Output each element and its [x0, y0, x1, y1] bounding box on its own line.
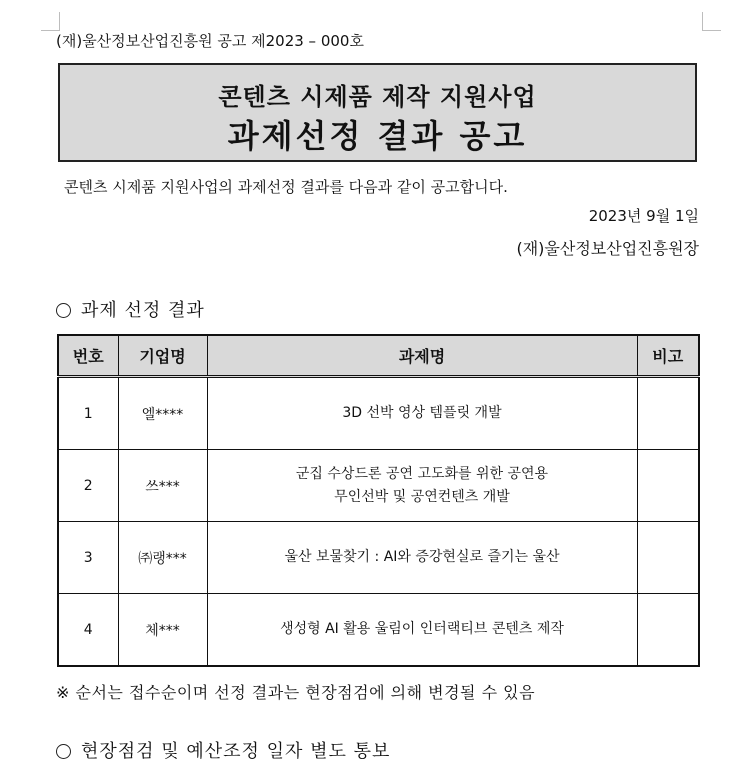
row-number: 2: [58, 450, 118, 522]
circle-bullet-icon: [56, 744, 71, 759]
table-row: [58, 377, 699, 450]
row-number: 3: [58, 522, 118, 594]
project-name: 3D 선박 영상 템플릿 개발: [207, 377, 637, 450]
project-name: 울산 보물찾기 : AI와 증강현실로 즐기는 울산: [207, 522, 637, 594]
page-corner-mark-left: [41, 12, 60, 31]
company-name: 쓰***: [118, 450, 207, 522]
page-corner-mark-right: [702, 12, 721, 31]
company-name: 체***: [118, 594, 207, 667]
project-name-line-2: 무인선박 및 공연컨텐츠 개발: [334, 488, 510, 505]
project-name-line-1: 군집 수상드론 공연 고도화를 위한 공연용: [295, 465, 549, 482]
section-heading-inspection: [56, 737, 390, 763]
header-project: 과제명: [207, 335, 637, 377]
project-name: [207, 450, 637, 522]
notice-date: 2023년 9월 1일: [588, 207, 699, 225]
remarks-cell: [637, 594, 699, 667]
table-row: [58, 594, 699, 667]
results-table: [57, 334, 700, 667]
section-heading-label: 현장점검 및 예산조정 일자 별도 통보: [81, 741, 391, 762]
row-number: 1: [58, 377, 118, 450]
header-remarks: 비고: [637, 335, 699, 377]
circle-bullet-icon: [56, 303, 71, 318]
row-number: 4: [58, 594, 118, 667]
notice-number: (재)울산정보산업진흥원 공고 제2023 – 000호: [56, 32, 364, 50]
header-number: 번호: [58, 335, 118, 377]
remarks-cell: [637, 377, 699, 450]
issuer-name: (재)울산정보산업진흥원장: [516, 239, 699, 258]
remarks-cell: [637, 522, 699, 594]
title-line-1: 콘텐츠 시제품 제작 지원사업: [218, 83, 537, 111]
table-row: [58, 522, 699, 594]
table-header-row: [58, 335, 699, 377]
title-box: [58, 63, 697, 162]
footnote: ※ 순서는 접수순이며 선정 결과는 현장점검에 의해 변경될 수 있음: [56, 683, 536, 702]
table-row: [58, 450, 699, 522]
section-heading-label: 과제 선정 결과: [81, 300, 205, 321]
remarks-cell: [637, 450, 699, 522]
company-name: 엘****: [118, 377, 207, 450]
project-name: 생성형 AI 활용 울림이 인터랙티브 콘텐츠 제작: [207, 594, 637, 667]
title-line-2: 과제선정 결과 공고: [227, 117, 528, 155]
header-company: 기업명: [118, 335, 207, 377]
section-heading-results: [56, 296, 205, 322]
intro-text: 콘텐츠 시제품 지원사업의 과제선정 결과를 다음과 같이 공고합니다.: [64, 178, 508, 196]
company-name: ㈜랭***: [118, 522, 207, 594]
